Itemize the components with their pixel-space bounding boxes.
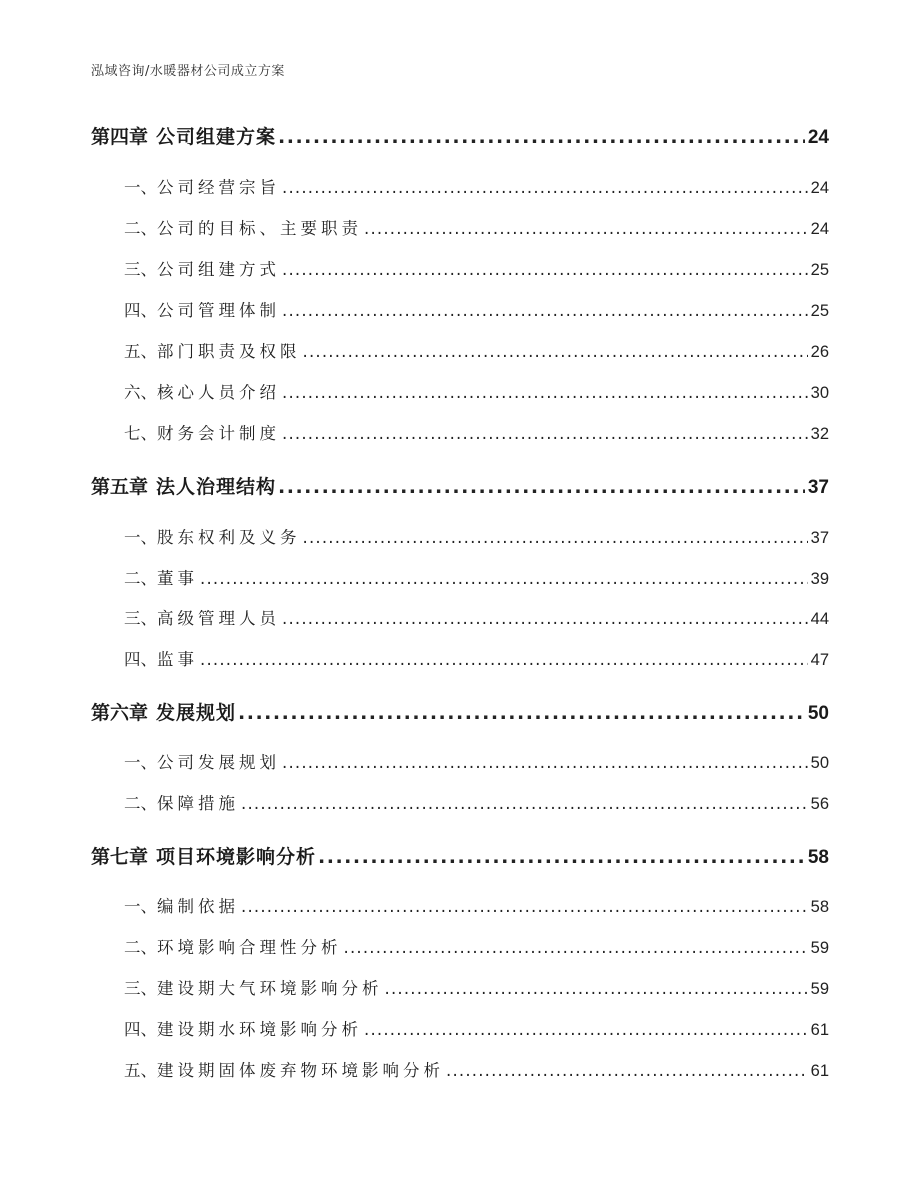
toc-entry-title: 公司组建方式	[157, 260, 280, 279]
toc-entry-title: 股东权利及义务	[157, 528, 301, 547]
toc-dot-leader	[446, 1061, 808, 1080]
toc-entry-title: 环境影响合理性分析	[157, 938, 342, 957]
toc-chapter-entry[interactable]	[91, 842, 829, 872]
toc-section-entry[interactable]	[91, 256, 829, 282]
toc-dot-leader	[282, 753, 808, 772]
toc-entry-number: 一、	[124, 178, 157, 197]
toc-entry-number: 四、	[124, 650, 157, 669]
toc-page-number: 61	[810, 1021, 829, 1039]
toc-dot-leader	[282, 609, 808, 628]
toc-dot-leader	[200, 650, 808, 669]
toc-entry-title: 建设期大气环境影响分析	[157, 979, 383, 998]
toc-entry-number: 第七章	[91, 846, 149, 868]
toc-entry-title: 编制依据	[157, 897, 239, 916]
toc-page-number: 30	[810, 384, 829, 402]
toc-chapter-entry[interactable]	[91, 698, 829, 728]
toc-entry-number: 一、	[124, 753, 157, 772]
toc-entry-number: 第五章	[91, 476, 149, 498]
toc-entry-number: 三、	[124, 979, 157, 998]
toc-section-entry[interactable]	[91, 790, 829, 816]
toc-dot-leader	[282, 383, 808, 402]
toc-entry-number: 四、	[124, 301, 157, 320]
toc-dot-leader	[278, 476, 805, 498]
toc-page-number: 58	[810, 898, 829, 916]
toc-page-number: 24	[807, 127, 829, 148]
toc-dot-leader	[303, 528, 808, 547]
toc-page-number: 32	[810, 425, 829, 443]
toc-dot-leader	[282, 424, 808, 443]
toc-section-entry[interactable]	[91, 893, 829, 919]
toc-entry-number: 二、	[124, 569, 157, 588]
toc-page-number: 25	[810, 302, 829, 320]
toc-section-entry[interactable]	[91, 646, 829, 672]
page-header: 泓域咨询/水暖器材公司成立方案	[91, 64, 285, 79]
toc-dot-leader	[200, 569, 808, 588]
toc-section-entry[interactable]	[91, 297, 829, 323]
toc-section-entry[interactable]	[91, 524, 829, 550]
toc-entry-number: 七、	[124, 424, 157, 443]
toc-section-entry[interactable]	[91, 749, 829, 775]
toc-entry-number: 二、	[124, 938, 157, 957]
toc-section-entry[interactable]	[91, 605, 829, 631]
toc-entry-title: 项目环境影响分析	[156, 846, 317, 868]
toc-section-entry[interactable]	[91, 565, 829, 591]
toc-dot-leader	[344, 938, 808, 957]
toc-entry-title: 核心人员介绍	[157, 383, 280, 402]
toc-entry-title: 法人治理结构	[156, 476, 277, 498]
toc-entry-number: 三、	[124, 609, 157, 628]
toc-entry-title: 部门职责及权限	[157, 342, 301, 361]
toc-chapter-entry[interactable]	[91, 472, 829, 502]
toc-entry-title: 监事	[157, 650, 198, 669]
toc-dot-leader	[282, 178, 808, 197]
toc-entry-number: 五、	[124, 342, 157, 361]
toc-section-entry[interactable]	[91, 174, 829, 200]
toc-entry-number: 二、	[124, 219, 157, 238]
toc-entry-title: 保障措施	[157, 794, 239, 813]
toc-dot-leader	[303, 342, 808, 361]
toc-entry-number: 第四章	[91, 126, 149, 148]
toc-section-entry[interactable]	[91, 379, 829, 405]
toc-page-number: 61	[810, 1062, 829, 1080]
toc-entry-number: 三、	[124, 260, 157, 279]
toc-entry-title: 公司发展规划	[157, 753, 280, 772]
toc-page-number: 56	[810, 795, 829, 813]
toc-dot-leader	[238, 702, 805, 724]
toc-entry-number: 一、	[124, 897, 157, 916]
toc-dot-leader	[318, 846, 805, 868]
toc-entry-title: 公司组建方案	[156, 126, 277, 148]
toc-entry-number: 四、	[124, 1020, 157, 1039]
toc-section-entry[interactable]	[91, 975, 829, 1001]
toc-entry-title: 建设期水环境影响分析	[157, 1020, 362, 1039]
toc-page-number: 50	[807, 703, 829, 724]
toc-page-number: 26	[810, 343, 829, 361]
toc-page-number: 59	[810, 980, 829, 998]
toc-entry-title: 董事	[157, 569, 198, 588]
toc-page-number: 47	[810, 651, 829, 669]
toc-page-number: 44	[810, 610, 829, 628]
toc-dot-leader	[385, 979, 808, 998]
toc-page-number: 25	[810, 261, 829, 279]
toc-page-number: 37	[810, 529, 829, 547]
toc-entry-title: 公司经营宗旨	[157, 178, 280, 197]
toc-entry-title: 高级管理人员	[157, 609, 280, 628]
toc-dot-leader	[278, 126, 805, 148]
toc-page-number: 58	[807, 847, 829, 868]
toc-dot-leader	[364, 1020, 808, 1039]
toc-entry-number: 二、	[124, 794, 157, 813]
toc-section-entry[interactable]	[91, 338, 829, 364]
toc-chapter-entry[interactable]	[91, 122, 829, 152]
toc-page-number: 24	[810, 179, 829, 197]
toc-entry-title: 建设期固体废弃物环境影响分析	[157, 1061, 444, 1080]
toc-section-entry[interactable]	[91, 1057, 829, 1083]
toc-page-number: 59	[810, 939, 829, 957]
toc-entry-number: 五、	[124, 1061, 157, 1080]
toc-entry-number: 六、	[124, 383, 157, 402]
toc-page-number: 39	[810, 570, 829, 588]
toc-entry-title: 公司的目标、主要职责	[157, 219, 362, 238]
toc-dot-leader	[282, 301, 808, 320]
toc-section-entry[interactable]	[91, 420, 829, 446]
toc-dot-leader	[364, 219, 808, 238]
toc-page-number: 24	[810, 220, 829, 238]
toc-entry-title: 公司管理体制	[157, 301, 280, 320]
toc-page-number: 50	[810, 754, 829, 772]
toc-section-entry[interactable]	[91, 1016, 829, 1042]
toc-entry-number: 一、	[124, 528, 157, 547]
toc-page-number: 37	[807, 477, 829, 498]
toc-section-entry[interactable]	[91, 934, 829, 960]
toc-dot-leader	[241, 897, 808, 916]
toc-entry-number: 第六章	[91, 702, 149, 724]
toc-section-entry[interactable]	[91, 215, 829, 241]
toc-entry-title: 发展规划	[156, 702, 237, 724]
toc-dot-leader	[241, 794, 808, 813]
toc-dot-leader	[282, 260, 808, 279]
toc-entry-title: 财务会计制度	[157, 424, 280, 443]
